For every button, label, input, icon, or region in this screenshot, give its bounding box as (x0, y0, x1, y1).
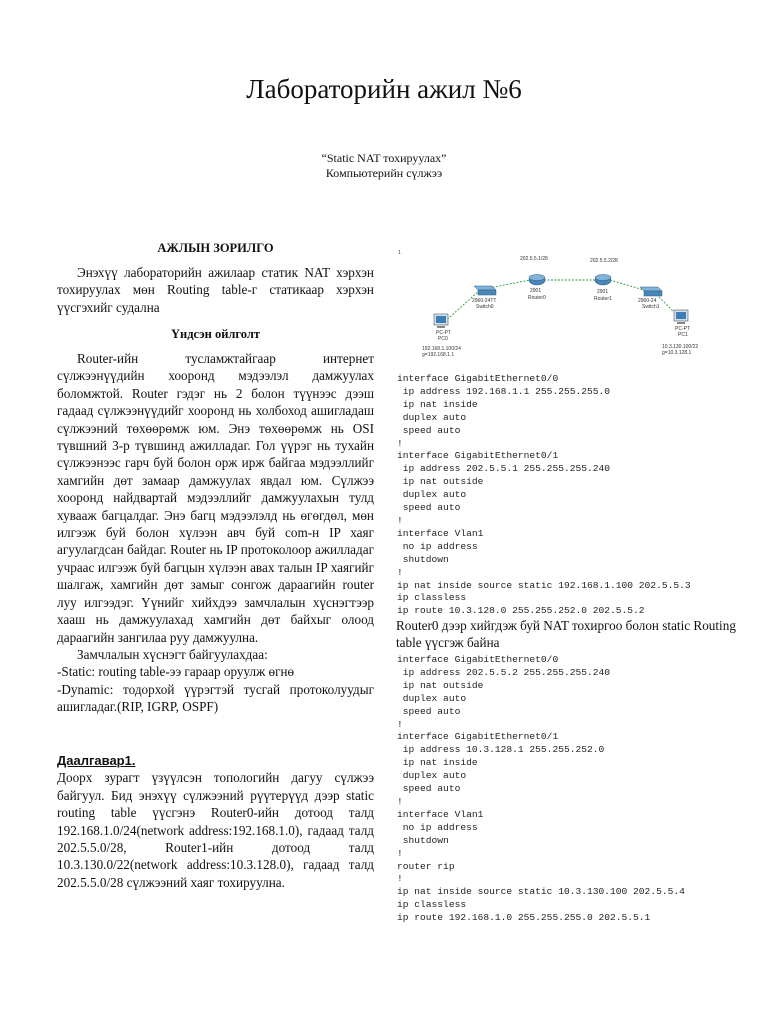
router0-config-code: interface GigabitEthernet0/0 ip address 192.168.1.1 255.255.255.0 ip nat inside duplex auto speed auto ! interface GigabitEthernet0/1 ip address 202.5.5.1 255.255.255.240 ip nat outside duplex auto speed auto ! interface Vlan1 no ip address shutdown ! ip nat inside source static 192.168.1.100 202.5.5.3 ip classless ip route 10.3.128.0 255.255.252.0 202.5.5.2 (397, 373, 691, 617)
theory-body (57, 350, 374, 716)
router1-config-code: interface GigabitEthernet0/0 ip address 202.5.5.2 255.255.255.240 ip nat outside duplex auto speed auto ! interface GigabitEthernet0/1 ip address 10.3.128.1 255.255.252.0 ip nat inside duplex auto speed auto ! interface Vlan1 no ip address shutdown ! router rip ! ip nat inside source static 10.3.130.100 202.5.5.4 ip classless ip route 192.168.1.0 255.255.255.0 202.5.5.1 (397, 654, 685, 924)
course-name: Компьютерийн сүлжээ (325, 166, 443, 180)
pc1-gateway: g=10.3.128.1 (662, 350, 692, 356)
routing-table-intro: Замчлалын хүснэгт байгуулахдаа: (77, 646, 268, 662)
goal-body (57, 264, 374, 316)
router0-model: 2901 (530, 288, 542, 294)
goal-section (57, 240, 374, 257)
router1-model: 2901 (597, 289, 609, 295)
theory-paragraph: Router-ийн тусламжтайгаар интернет сүлжээнүүдийн хооронд мэдээлэл дамжуулах боломжтой. Router гэдэг нь 2 болон түүнээс дээш гадаад сүлжээнүүдийг хооронд нь холбоход ашигладаш сүлжээний төхөөрөмж юм. Энэ төхөөрөмж нь OSI түвшний 3-р түвшинд ажилладаг. Гол үүрэг нь тухайн сүлжээнээс гарч буй болон орж ирж байгаа мэдээллийг хамгийн дөт замаар дамжуулах явдал юм. Сүлжээ хооронд найдвартай мэдээллийг дамжуулахын тулд хувааж багцалдаг. Энэ багц мэдээлэлд нь өгөгдөл, мөн илгээж буй болон хүлээн авч буй com-н IP хаяг агуулагдсан байдаг. Router нь IP протоколоор ажилладаг учраас илгээж буй багцын хүлээн авах талын IP хаягийг шалгаж, хамгийн дөт замыг сонгож дараагийн router луу илгээдэг. Үүнийг хийхдээ замчлалын хүснэгтээр хааш нь дамжуулахад хамгийн дөт байхыг олоод дараагийн зангилаа руу дамжуулна. (57, 351, 374, 645)
pc0-ip: 192.168.1.100/24 (422, 346, 461, 352)
switch0-name: Switch0 (476, 304, 494, 310)
task-text: Доорх зурагт үзүүлсэн топологийн дагуу сүлжээ байгуул. Бид энэхүү сүлжээний рүүтерүүд дээр static routing table үүсгэнэ Router0-ийн дотоод талд 192.168.1.0/24(network address:192.168.1.0), гадаад талд 202.5.5.0/28, Router1-ийн дотоод талд 10.3.130.0/22(network address:10.3.128.0), гадаад талд 202.5.5.0/28 сүлжээний хаяг тохируулна. (57, 770, 374, 890)
router1-link-ip: 202.5.5.2/28 (590, 258, 618, 264)
switch0-icon (474, 286, 496, 295)
task-title: Даалгавар1. (57, 753, 136, 768)
pc1-type: PC-PT (675, 326, 690, 332)
pc0-gateway: g=192.168.1.1 (422, 352, 455, 358)
theory-heading-block (57, 326, 374, 343)
router0-icon (529, 275, 545, 286)
pc0-type: PC-PT (436, 330, 451, 336)
router0-link-ip: 202.5.5.1/28 (520, 256, 548, 262)
router1-icon (595, 275, 611, 286)
switch1-icon (640, 287, 662, 296)
switch1-name: Switch1 (642, 304, 660, 310)
goal-heading: АЖЛЫН ЗОРИЛГО (157, 241, 274, 255)
switch1-model: 2960-24 (638, 298, 657, 304)
pc1-name: PC1 (678, 332, 688, 338)
page-title: Лабораторийн ажил №6 (246, 74, 522, 104)
theory-heading: Үндсэн ойлголт (170, 327, 261, 341)
static-routing-item: -Static: routing table-ээ гараар оруулж өгнө (57, 664, 295, 680)
pc0-icon (434, 314, 448, 328)
task-section (57, 752, 374, 891)
router0-config-caption: Router0 дээр хийгдэж буй NAT тохиргоо болон static Routing table үүсгэж байна (396, 618, 736, 650)
link-router1-switch1 (610, 280, 644, 290)
switch0-model: 2960-24TT (472, 298, 497, 304)
goal-text: Энэхүү лабораторийн ажилаар статик NAT хэрхэн тохируулах мөн Routing table-г статикаар хэрхэн үүсгэхийг судална (57, 265, 374, 315)
pc1-ip: 10.3.130.100/22 (662, 344, 699, 350)
figure-number: 1 (398, 250, 401, 256)
router1-name: Router1 (594, 296, 612, 302)
lab-subtitle: “Static NAT тохируулах” (321, 151, 447, 165)
pc0-name: PC0 (438, 336, 448, 342)
dynamic-routing-item: -Dynamic: тодорхой үүрэгтэй тусгай протоколуудыг ашигладаг.(RIP, IGRP, OSPF) (57, 681, 374, 715)
router0-name: Router0 (528, 295, 546, 301)
link-switch0-router0 (489, 280, 530, 288)
network-topology-diagram (392, 244, 722, 364)
pc1-icon (674, 310, 688, 324)
